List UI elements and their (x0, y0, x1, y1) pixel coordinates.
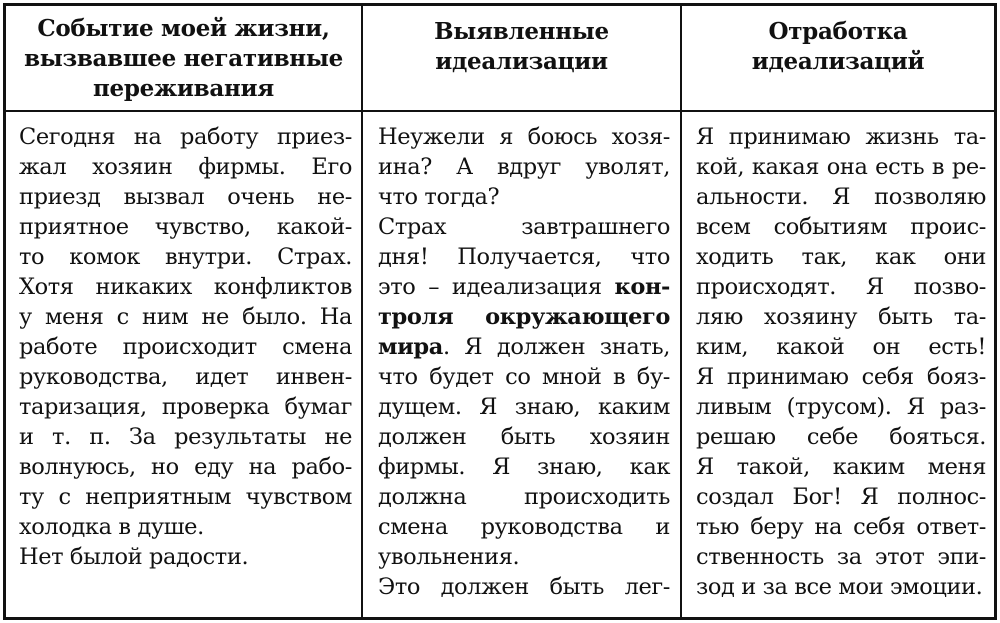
text-line: работе происходит смена (19, 334, 352, 360)
text-line: Страх завтрашнего (378, 214, 670, 240)
text-line: должна происходить (378, 484, 670, 510)
text-line: ту с неприятным чувством (19, 484, 352, 510)
text-line: жал хозяин фирмы. Его (19, 154, 352, 180)
text-line: Неужели я боюсь хозя- (378, 124, 670, 150)
text-line: что будет со мной в бу- (378, 364, 670, 390)
bold-text-fragment: кон- (614, 274, 670, 300)
header-line: идеализаций (751, 48, 925, 75)
cell-life-event-text (19, 122, 352, 572)
text-line: Я принимаю себя бояз- (696, 364, 986, 390)
text-line: кой, какая она есть в ре- (696, 154, 986, 180)
text-line: зод и за все мои эмоции. (696, 574, 983, 600)
bold-text-line: троля окружающего (378, 304, 670, 330)
text-line: приятное чувство, какой- (19, 214, 352, 240)
text-line: у меня с ним не было. На (19, 304, 352, 330)
text-fragment: это – идеализация (378, 274, 615, 300)
text-line: Нет былой радости. (19, 544, 249, 570)
header-working-idealizations (682, 6, 994, 110)
text-line: руководства, идет инвен- (19, 364, 352, 390)
header-line: Выявленные (434, 18, 609, 45)
text-line: ственность за этот эпи- (696, 544, 986, 570)
text-line: Это должен быть лег- (378, 574, 670, 600)
text-line: должен быть хозяин (378, 424, 670, 450)
header-line: Отработка (768, 18, 908, 45)
text-line: таризация, проверка бумаг (19, 394, 352, 420)
bold-text-fragment: мира (378, 334, 443, 360)
cell-working-idealizations-text (696, 122, 986, 602)
text-line: всем событиям проис- (696, 214, 986, 240)
text-line: ина? А вдруг уволят, (378, 154, 670, 180)
text-line: Я принимаю жизнь та- (696, 124, 986, 150)
text-line: ким, какой он есть! (696, 334, 986, 360)
text-line: тью беру на себя ответ- (696, 514, 986, 540)
header-line: вызвавшее негативные (24, 45, 343, 72)
text-line: смена руководства и (378, 514, 670, 540)
text-line: происходят. Я позво- (696, 274, 986, 300)
text-line: решаю себе бояться. (696, 424, 986, 450)
text-line: то комок внутри. Страх. (19, 244, 352, 270)
cell-identified-idealizations-text (378, 122, 670, 602)
text-line: альности. Я позволяю (696, 184, 986, 210)
text-line: создал Бог! Я полнос- (696, 484, 986, 510)
text-line: Хотя никаких конфликтов (19, 274, 352, 300)
header-line: Событие моей жизни, (37, 15, 330, 42)
header-line: переживания (93, 75, 274, 102)
text-line: ходить так, как они (696, 244, 986, 270)
text-line: фирмы. Я знаю, как (378, 454, 670, 480)
text-line: ляю хозяину быть та- (696, 304, 986, 330)
header-identified-idealizations (363, 6, 680, 110)
text-line-mixed (378, 332, 670, 362)
header-divider (6, 110, 994, 112)
text-fragment: . Я должен знать, (442, 334, 670, 360)
text-line: дня! Получается, что (378, 244, 670, 270)
idealization-table (3, 3, 997, 620)
text-line: холодка в душе. (19, 514, 204, 540)
header-life-event (6, 6, 361, 110)
text-line: ливым (трусом). Я раз- (696, 394, 986, 420)
text-line: приезд вызвал очень не- (19, 184, 352, 210)
text-line: и т. п. За результаты не (19, 424, 352, 450)
text-line: Я такой, каким меня (696, 454, 986, 480)
text-line: что тогда? (378, 184, 500, 210)
header-line: идеализации (435, 48, 608, 75)
text-line-mixed (378, 272, 670, 302)
text-line: увольнения. (378, 544, 520, 570)
text-line: Сегодня на работу приез- (19, 124, 352, 150)
text-line: волнуюсь, но еду на рабо- (19, 454, 352, 480)
text-line: дущем. Я знаю, каким (378, 394, 670, 420)
